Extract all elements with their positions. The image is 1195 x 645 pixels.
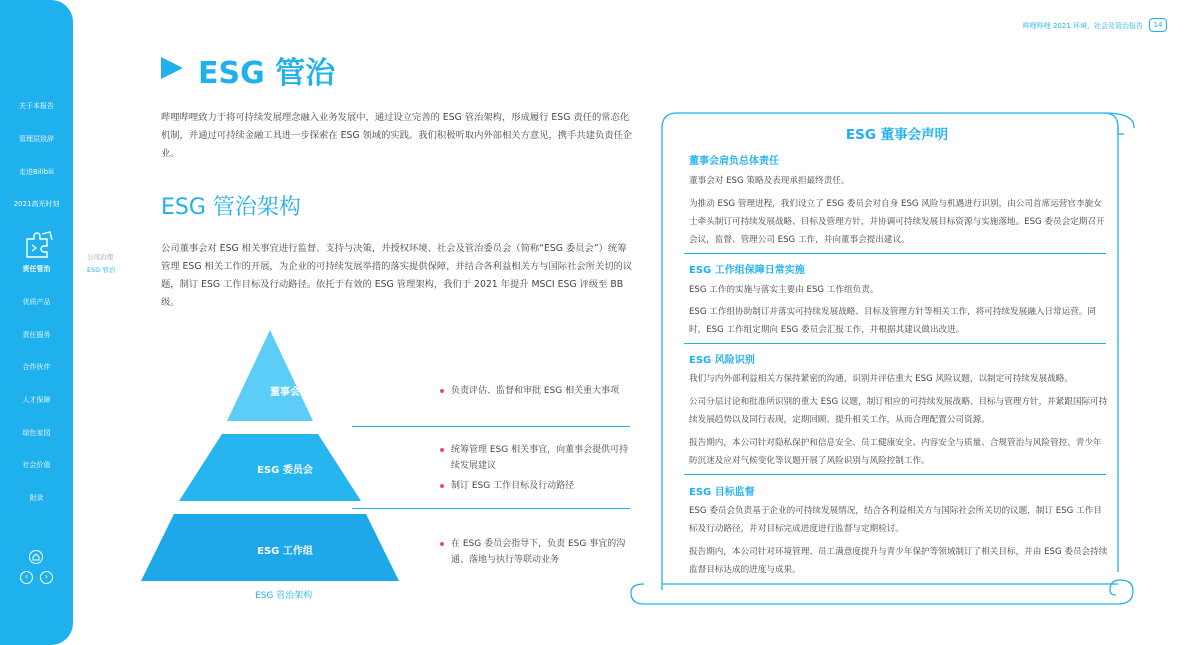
page-number: 14	[1149, 18, 1167, 32]
section-paragraph: 公司董事会对 ESG 相关事宜进行监督、支持与决策，并授权环境、社会及管治委员会（简称“ESG 委员会”）统筹管理 ESG 相关工作的开展，为企业的可持续发展举措的落实提供保障，并结合各利益相关方与国际社会所关切的议题，制订 ESG 工作目标及行动路径。依托于有效的 ESG 管理架构，我们于 2021 年提升 MSCI ESG 评级至 BB 级。	[161, 243, 633, 308]
bullet-committee-1: 统筹管理 ESG 相关事宜，向董事会提供可持续发展建议	[440, 442, 635, 474]
sidebar-item-appendix[interactable]: 附录	[29, 494, 44, 502]
bullet-committee-2: 制订 ESG 工作目标及行动路径	[440, 478, 635, 494]
sidebar	[0, 0, 73, 645]
statement-heading-working-group: ESG 工作组保障日常实施	[689, 265, 805, 276]
statement-text: 董事会对 ESG 策略及表现承担最终责任。	[689, 176, 850, 186]
statement-text: 公司分层讨论和批准所识别的重大 ESG 议题，制订相应的可持续发展战略、目标与管理方针，并紧跟国际可持续发展趋势以及同行表现，定期回顾、提升相关工作，从而合理配置公司资源。	[689, 397, 1108, 425]
statement-text: ESG 工作的实施与落实主要由 ESG 工作组负责。	[689, 285, 879, 295]
pyramid-label-board: 董事会	[270, 387, 300, 398]
statement-heading-target: ESG 目标监督	[689, 487, 755, 498]
sidebar-item-highlights[interactable]: 2021高光时刻	[13, 200, 60, 208]
sidebar-item-quality-products[interactable]: 优质产品	[22, 298, 51, 306]
sidebar-item-social-value[interactable]: 社会价值	[22, 461, 51, 469]
statement-divider	[684, 343, 1106, 344]
bullet-working-group: 在 ESG 委员会指导下，负责 ESG 事宜的沟通、落地与执行等联动业务	[440, 536, 635, 568]
statement-divider	[684, 253, 1106, 254]
statement-title: ESG 董事会声明	[845, 127, 949, 143]
statement-text: ESG 委员会负责基于企业的可持续发展情况，结合各利益相关方与国际社会所关切的议题，制订 ESG 工作目标及行动路径，并对目标完成进度进行监督与定期检讨。	[689, 506, 1102, 534]
page-title: ESG 管治	[198, 56, 336, 91]
bullet-board: 负责评估、监督和审批 ESG 相关重大事项	[440, 383, 635, 399]
puzzle-icon	[24, 231, 54, 259]
statement-text: ESG 工作组协助制订并落实可持续发展战略、目标及管理方针等相关工作，将可持续发展融入日常运营。同时，ESG 工作组定期向 ESG 委员会汇报工作，并根据其建议做出改进。	[689, 307, 1096, 335]
section-title: ESG 管治架构	[161, 195, 301, 220]
subnav-corporate-governance[interactable]: 公司治理	[87, 253, 113, 261]
sidebar-item-about-bilibili[interactable]: 走进Bilibili	[19, 168, 54, 176]
home-icon[interactable]	[29, 550, 43, 564]
statement-text: 为推动 ESG 管理进程，我们设立了 ESG 委员会对自身 ESG 风险与机遇进行识别，由公司首席运营官李旎女士牵头制订可持续发展战略、目标及管理方针，并协调可持续发展目标资源与实施落地。ESG 委员会定期召开会议，监督、管理公司 ESG 工作，并向董事会提出建议。	[689, 199, 1105, 245]
title-triangle-icon	[161, 57, 183, 79]
divider	[352, 426, 630, 427]
pyramid-caption: ESG 管治架构	[255, 591, 313, 601]
report-title: 哔哩哔哩 2021 环境、社会及管治报告	[1022, 22, 1143, 30]
statement-text: 我们与内外部利益相关方保持紧密的沟通，识别并评估重大 ESG 风险议题，以制定可持续发展战略。	[689, 374, 1073, 384]
statement-heading-risk: ESG 风险识别	[689, 355, 755, 366]
pyramid-level-board	[227, 330, 313, 421]
statement-text: 报告期内，本公司针对隐私保护和信息安全、员工健康安全、内容安全与质量、合规管治与风险管控、青少年防沉迷及应对气候变化等议题开展了风险识别与风险控制工作。	[689, 438, 1102, 466]
sidebar-item-responsible-service[interactable]: 责任服务	[22, 331, 51, 339]
intro-paragraph: 哔哩哔哩致力于将可持续发展理念融入业务发展中，通过设立完善的 ESG 管治架构，形成履行 ESG 责任的常态化机制，并通过可持续金融工具进一步探索在 ESG 领域的实践。我们积极听取内外部相关方意见，携手共建负责任企业。	[161, 112, 633, 159]
sidebar-item-partners[interactable]: 合作伙伴	[22, 363, 51, 371]
sidebar-item-green-home[interactable]: 绿色家园	[22, 429, 51, 437]
sidebar-item-talent[interactable]: 人才保障	[22, 396, 51, 404]
pyramid-label-committee: ESG 委员会	[257, 465, 313, 476]
subnav-esg-governance[interactable]: ESG 管治	[87, 266, 116, 274]
statement-divider	[684, 474, 1106, 475]
next-page-icon[interactable]: ›	[40, 571, 53, 584]
statement-heading-board: 董事会肩负总体责任	[689, 156, 779, 167]
divider	[352, 508, 630, 509]
sidebar-item-about[interactable]: 关于本报告	[19, 102, 54, 110]
pyramid-label-working-group: ESG 工作组	[257, 546, 313, 557]
prev-page-icon[interactable]: ‹	[20, 571, 33, 584]
sidebar-item-message[interactable]: 管理层致辞	[19, 135, 54, 143]
sidebar-item-responsible-governance[interactable]: 责任管治	[22, 265, 51, 273]
statement-text: 报告期内，本公司针对环境管理、员工满意度提升与青少年保护等领域制订了相关目标，并由 ESG 委员会持续监督目标达成的进度与成果。	[689, 547, 1108, 575]
